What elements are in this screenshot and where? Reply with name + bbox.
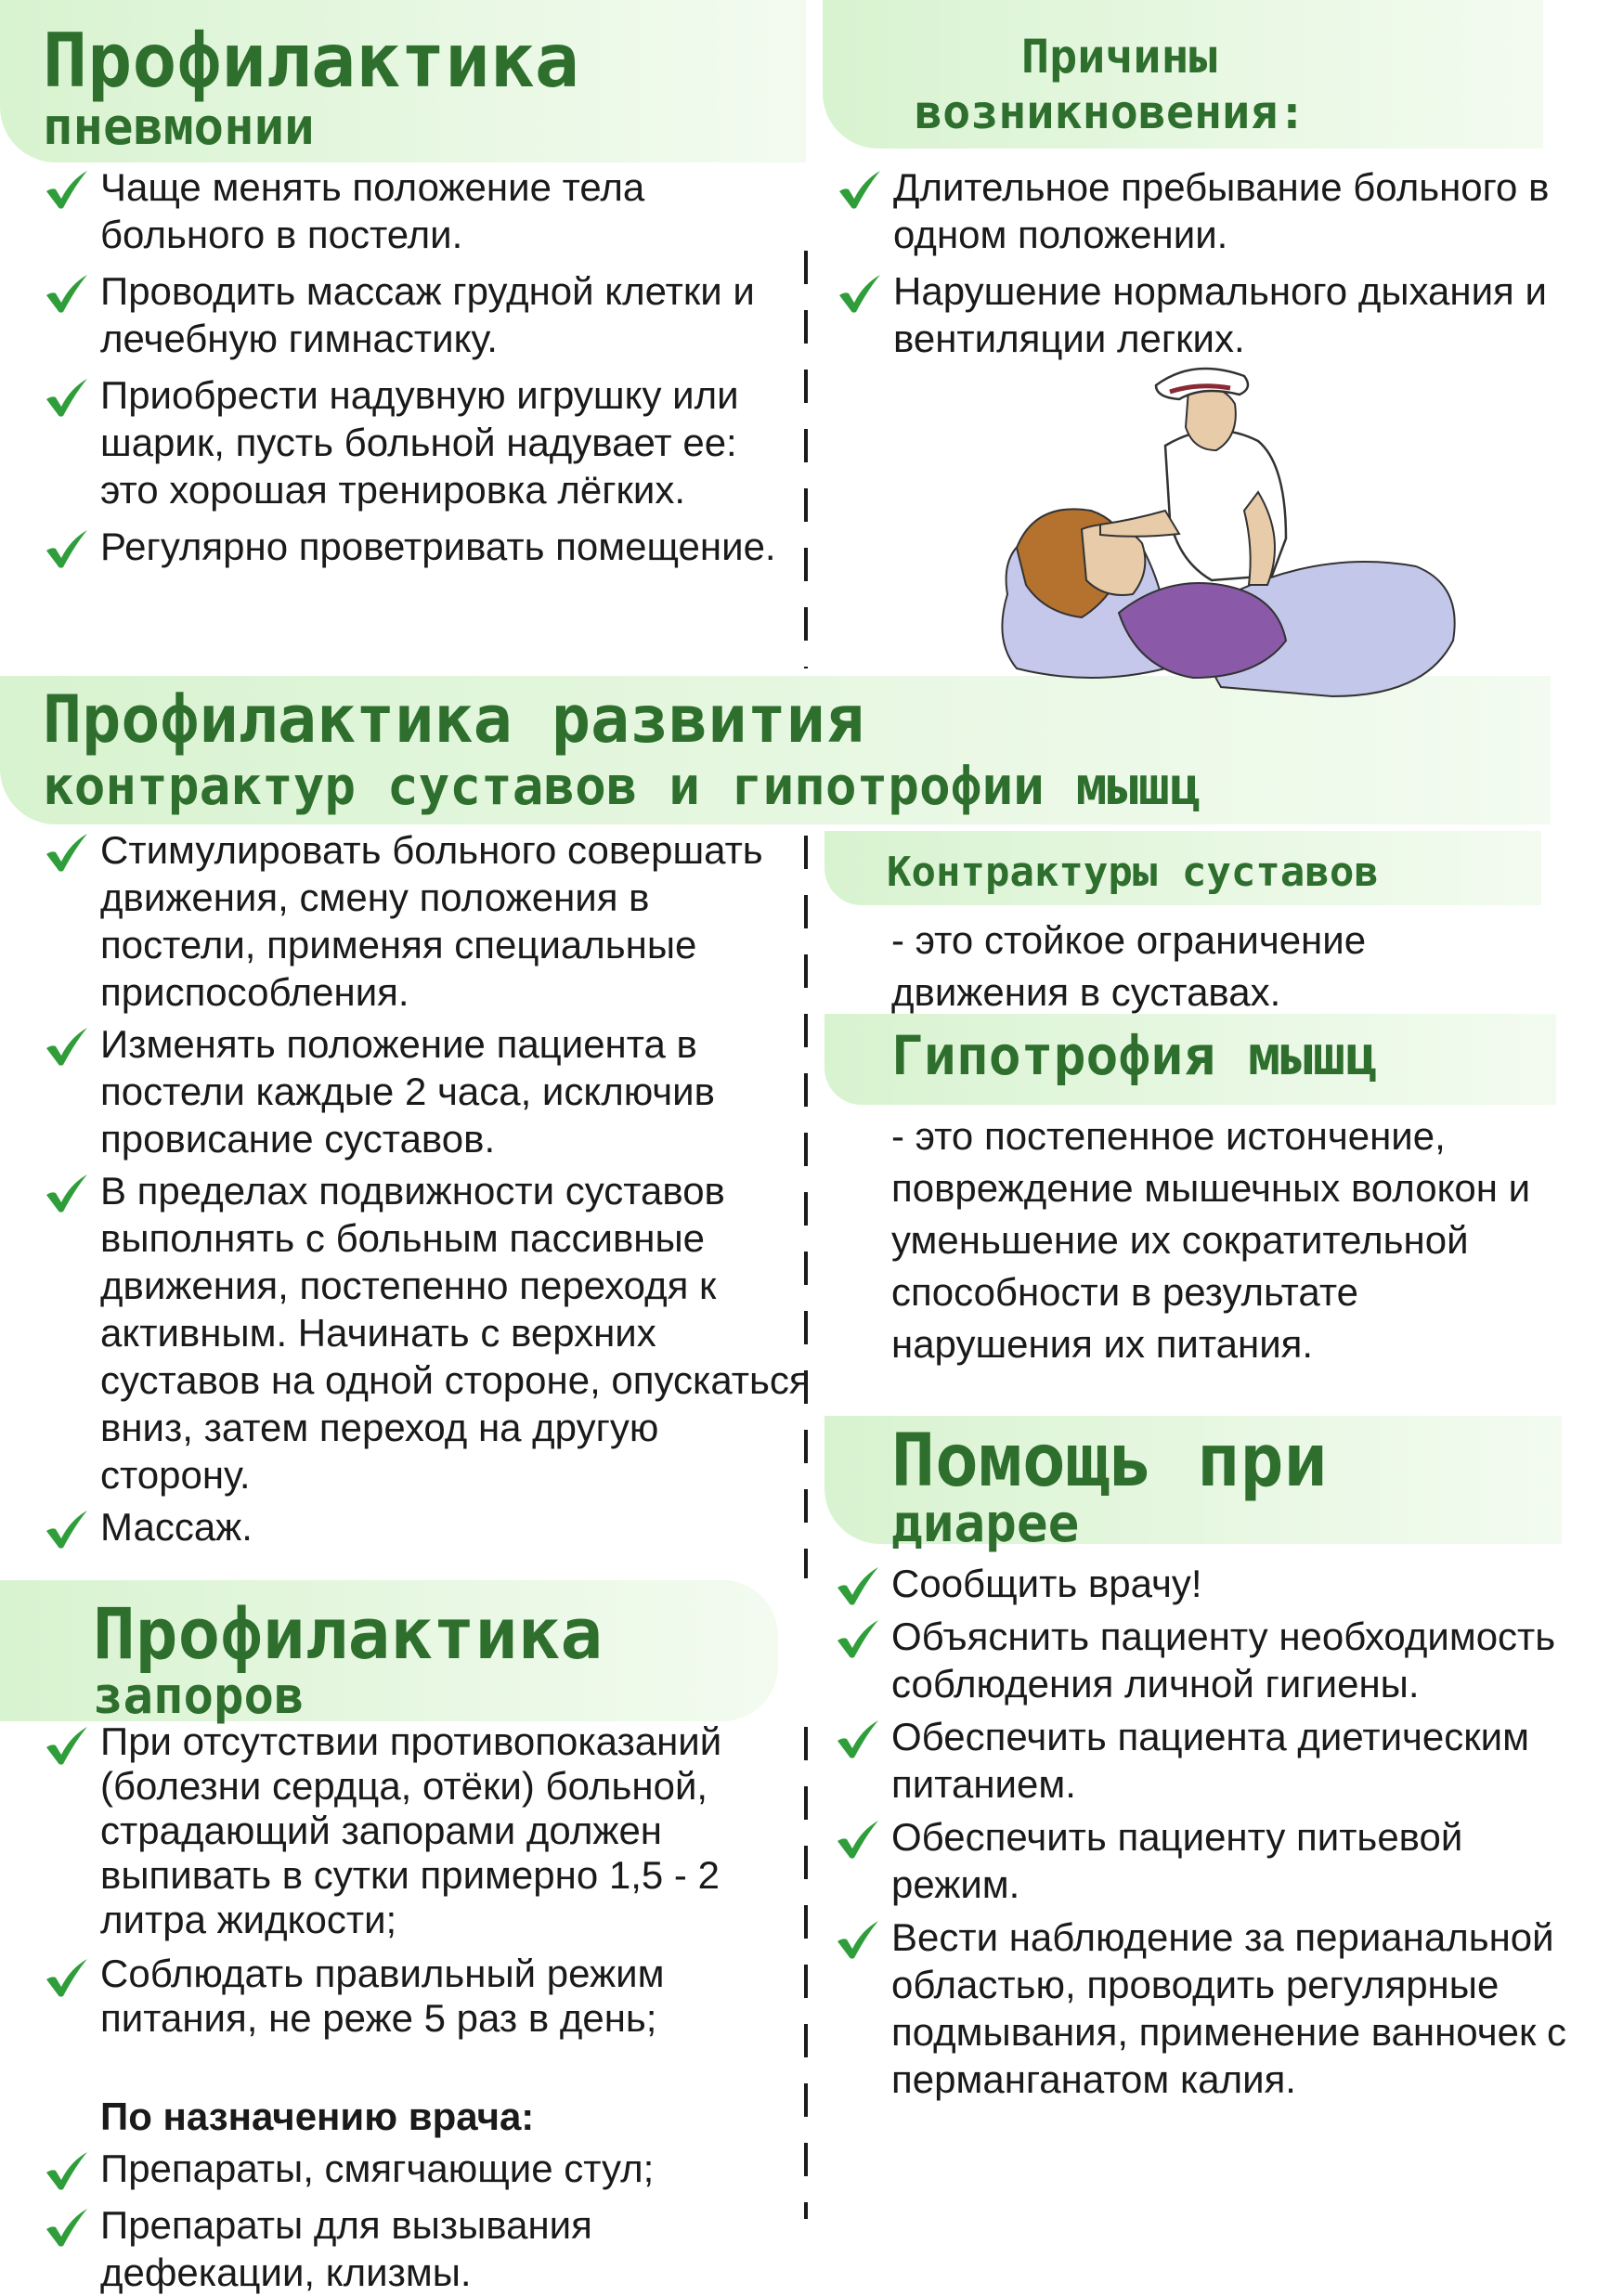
- contractures-list: [41, 826, 812, 1550]
- check-icon: [837, 169, 882, 210]
- check-icon: [45, 1725, 89, 1766]
- check-icon: [837, 273, 882, 314]
- diarrhea-list: [832, 1560, 1575, 2103]
- list-item: Препараты, смягчающие стул;: [41, 2145, 802, 2192]
- divider-dash: [804, 1846, 808, 1879]
- check-icon: [45, 377, 89, 418]
- divider-dash: [804, 548, 808, 581]
- doctor-prescription-label: По назначению врача:: [100, 2095, 535, 2138]
- list-item: При отсутствии противопоказаний (болезни сердца, отёки) больной, страдающий запорами должен выпивать в сутки примерно 1,5 - 2 литра жидкости;: [41, 1719, 802, 1942]
- list-item: Изменять положение пациента в постели каждые 2 часа, исключив провисание суставов.: [41, 1020, 812, 1162]
- contractures-title: Профилактика развития: [43, 681, 865, 758]
- check-icon: [836, 1565, 880, 1606]
- check-icon: [836, 1919, 880, 1960]
- check-icon: [45, 2150, 89, 2191]
- list-item: Объяснить пациенту необходимость соблюдения личной гигиены.: [832, 1613, 1575, 1707]
- divider-dash: [804, 1905, 808, 1939]
- list-item: Чаще менять положение тела больного в постели.: [41, 163, 784, 258]
- diarrhea-subtitle: диарее: [891, 1494, 1080, 1554]
- check-icon: [45, 2207, 89, 2248]
- check-icon: [45, 273, 89, 314]
- check-icon: [836, 1719, 880, 1759]
- list-item: Вести наблюдение за перианальной областью, проводить регулярные подмывания, применение ванночек с перманганатом калия.: [832, 1913, 1575, 2103]
- check-icon: [45, 528, 89, 569]
- divider-dash: [804, 2024, 808, 2057]
- constipation-subtitle: запоров: [93, 1667, 305, 1725]
- divider-dash: [804, 2083, 808, 2117]
- list-item: Регулярно проветривать помещение.: [41, 523, 784, 570]
- list-item: Массаж.: [41, 1503, 812, 1550]
- divider-dash: [804, 429, 808, 462]
- divider-dash: [804, 370, 808, 403]
- check-icon: [836, 1819, 880, 1860]
- divider-dash: [804, 1786, 808, 1820]
- pneumonia-subtitle: пневмонии: [43, 97, 315, 156]
- divider-dash: [804, 310, 808, 344]
- list-item: Длительное пребывание больного в одном положении.: [834, 163, 1567, 258]
- causes-list: [834, 163, 1567, 362]
- divider-dash: [804, 1727, 808, 1760]
- nurse-patient-illustration: [980, 362, 1481, 715]
- constipation-title: Профилактика: [93, 1592, 604, 1675]
- check-icon: [836, 1618, 880, 1659]
- joint-contracture-text: - это стойкое ограничение движения в суставах.: [891, 918, 1367, 1014]
- check-icon: [45, 1173, 89, 1213]
- check-icon: [45, 832, 89, 873]
- check-icon: [45, 1026, 89, 1067]
- list-item: Проводить массаж грудной клетки и лечебную гимнастику.: [41, 267, 784, 362]
- divider-dash: [804, 667, 808, 668]
- diarrhea-title: Помощь при: [891, 1420, 1328, 1503]
- constipation-list: [41, 1719, 802, 2041]
- divider-dash: [804, 1549, 808, 1578]
- divider-dash: [804, 488, 808, 522]
- list-item: В пределах подвижности суставов выполнять с больным пассивные движения, постепенно переходя к активным. Начинать с верхних суставов на одной стороне, опускаться вниз, затем переход на другую сторону.: [41, 1167, 812, 1498]
- hypotrophy-title: Гипотрофия мышц: [891, 1024, 1378, 1087]
- list-item: Препараты для вызывания дефекации, клизмы.: [41, 2201, 802, 2296]
- hypotrophy-text: - это постепенное истончение, повреждение мышечных волокон и уменьшение их сократительной способности в результате нарушения их питания.: [891, 1114, 1531, 1366]
- list-item: Приобрести надувную игрушку или шарик, пусть больной надувает ее: это хорошая тренировка лёгких.: [41, 371, 784, 513]
- divider-dash: [804, 607, 808, 641]
- check-icon: [45, 1957, 89, 1998]
- causes-subtitle: возникновения:: [915, 85, 1306, 139]
- divider-dash: [804, 251, 808, 284]
- contractures-subtitle: контрактур суставов и гипотрофии мышц: [43, 757, 1201, 817]
- divider-dash: [804, 2143, 808, 2176]
- divider-dash: [804, 1965, 808, 1998]
- divider-dash: [804, 2202, 808, 2219]
- check-icon: [45, 169, 89, 210]
- doctor-prescription-list: [41, 2145, 802, 2296]
- list-item: Соблюдать правильный режим питания, не реже 5 раз в день;: [41, 1952, 802, 2041]
- list-item: Сообщить врачу!: [832, 1560, 1575, 1607]
- causes-title: Причины: [1021, 30, 1217, 84]
- joint-contracture-title: Контрактуры суставов: [887, 849, 1379, 896]
- list-item: Обеспечить пациенту питьевой режим.: [832, 1813, 1575, 1908]
- pneumonia-title: Профилактика: [43, 18, 579, 104]
- list-item: Нарушение нормального дыхания и вентиляции легких.: [834, 267, 1567, 362]
- pneumonia-list: [41, 163, 784, 570]
- list-item: Обеспечить пациента диетическим питанием.: [832, 1713, 1575, 1808]
- check-icon: [45, 1509, 89, 1550]
- list-item: Стимулировать больного совершать движения, смену положения в постели, применяя специальные приспособления.: [41, 826, 812, 1016]
